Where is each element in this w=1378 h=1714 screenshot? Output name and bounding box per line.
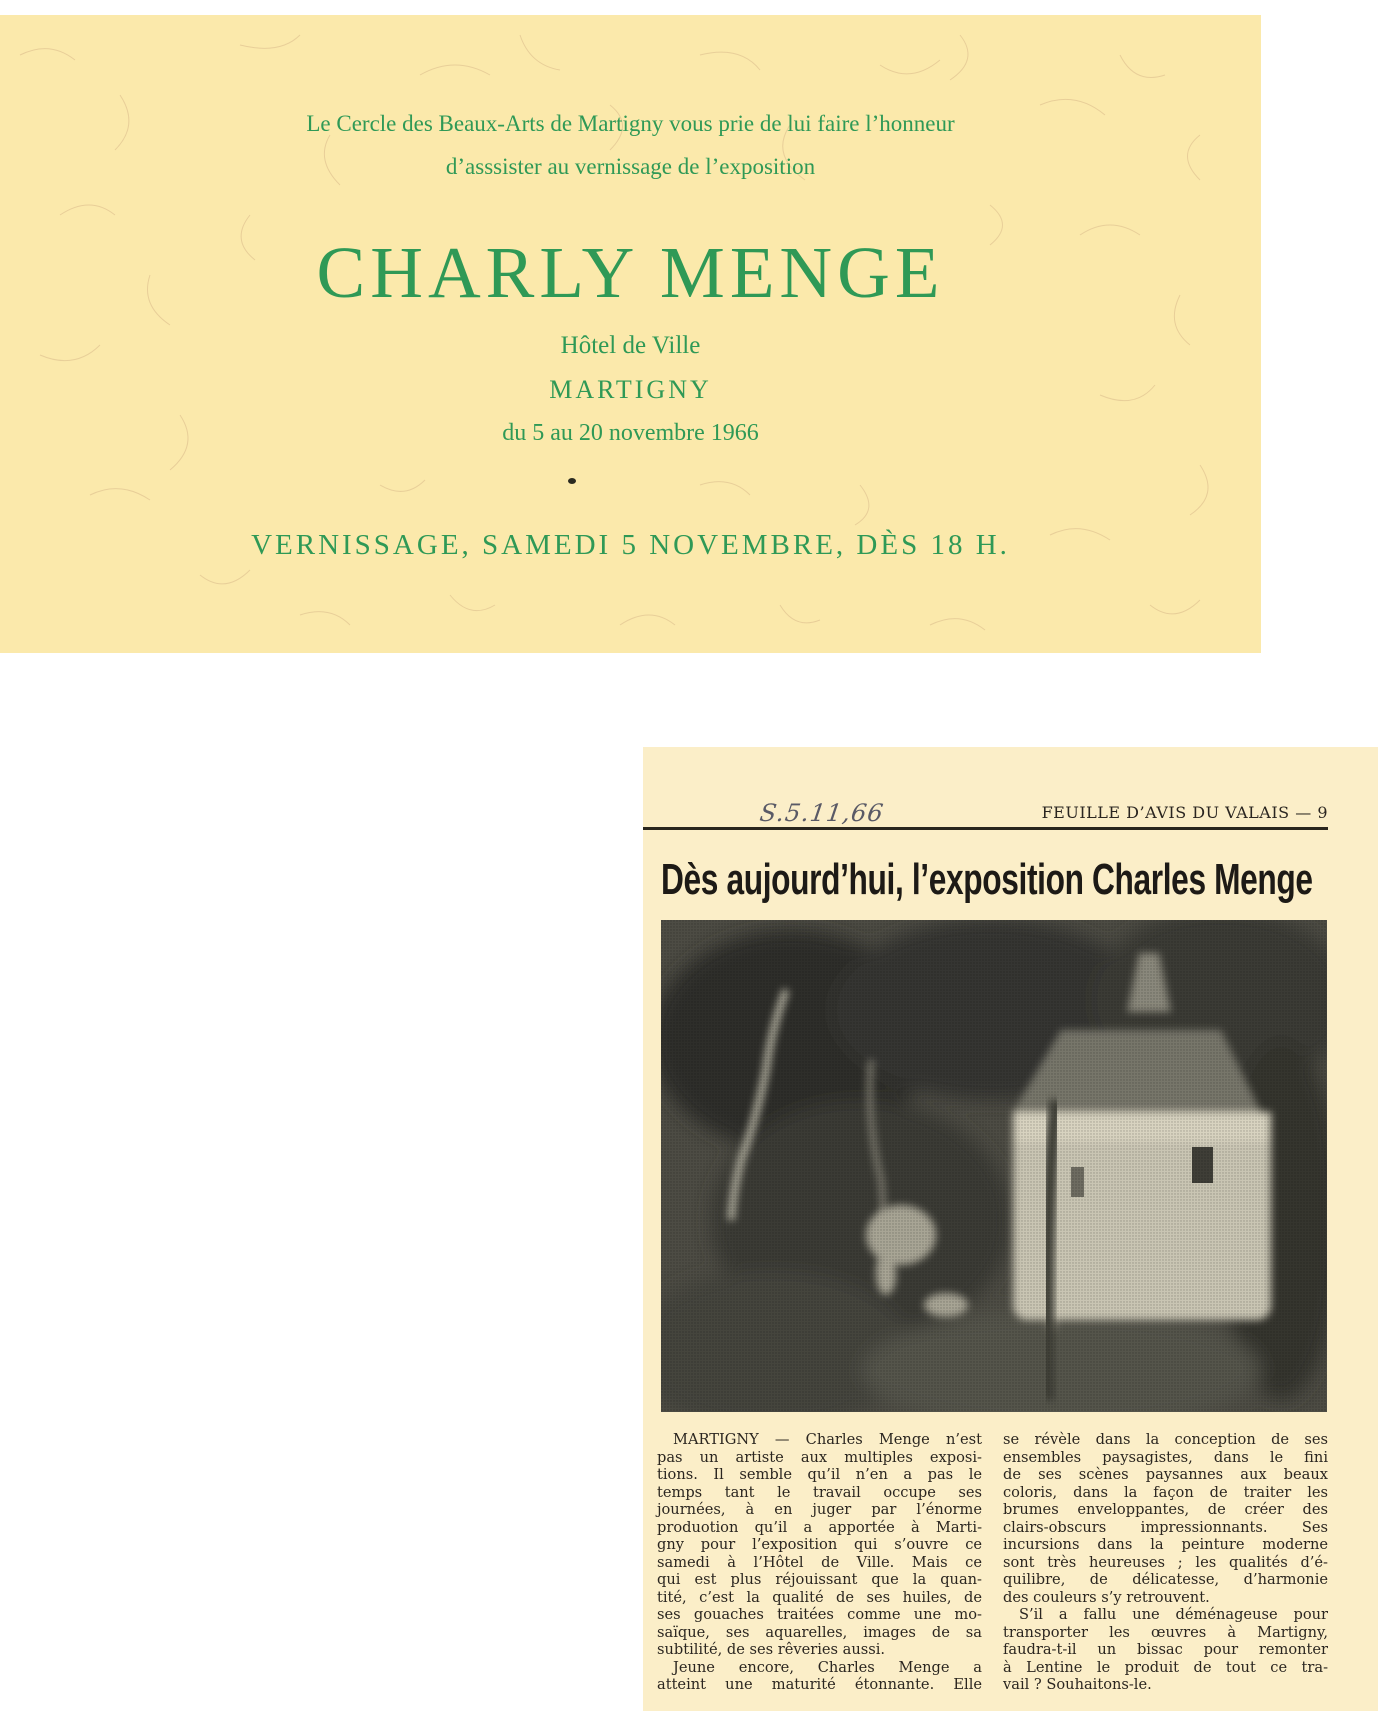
article-text-line: des couleurs s’y retrouvent. xyxy=(1003,1588,1210,1606)
artist-name-title: CHARLY MENGE xyxy=(316,232,945,313)
article-text-line: subtilité, de ses rêveries aussi. xyxy=(657,1641,886,1658)
venue-city: MARTIGNY xyxy=(549,375,712,404)
article-text-line: samedi à l’Hôtel de Ville. Mais ce xyxy=(657,1553,982,1571)
article-text-line: ses gouaches traitées comme une mo- xyxy=(657,1606,982,1623)
article-text-line: coloris, dans la façon de traiter les xyxy=(1003,1483,1328,1501)
newspaper-masthead: FEUILLE D’AVIS DU VALAIS — 9 xyxy=(1041,803,1328,822)
article-text-line: transporter les œuvres à Martigny, xyxy=(1003,1623,1328,1641)
article-column-left xyxy=(657,1431,982,1694)
article-photo xyxy=(661,920,1327,1412)
article-text-line: gny pour l’exposition qui s’ouvre ce xyxy=(657,1536,982,1553)
article-text-line: MARTIGNY — Charles Menge n’est xyxy=(673,1431,982,1448)
masthead-rule xyxy=(643,827,1328,830)
article-headline-text: Dès aujourd’hui, l’exposition Charles Menge xyxy=(661,855,1313,904)
article-text-line: journées, à en juger par l’énorme xyxy=(657,1501,982,1518)
article-text-line: faudra-t-il un bissac pour remonter xyxy=(1003,1641,1328,1658)
article-text-line: incursions dans la peinture moderne xyxy=(1003,1536,1328,1553)
article-text-line: clairs-obscurs impressionnants. Ses xyxy=(1003,1518,1328,1536)
invitation-card xyxy=(0,15,1261,653)
article-text-line: vail ? Souhaitons-le. xyxy=(1003,1676,1152,1693)
invitation-line-2: d’asssister au vernissage de l’exposition xyxy=(445,154,816,179)
venue-name: Hôtel de Ville xyxy=(560,332,701,359)
article-text-line: tité, c’est la qualité de ses huiles, de xyxy=(657,1588,982,1606)
article-text-line: brumes enveloppantes, de créer des xyxy=(1003,1501,1328,1518)
article-text-line: tions. Il semble qu’il n’en a pas le xyxy=(657,1466,982,1483)
article-text-line: de ses scènes paysannes aux beaux xyxy=(1003,1466,1328,1483)
separator-dot xyxy=(568,478,576,484)
article-text-line: qui est plus réjouissant que la quan- xyxy=(657,1571,982,1588)
painting-chapel-landscape-icon xyxy=(661,920,1327,1412)
article-text-line: S’il a fallu une déménageuse pour xyxy=(1019,1606,1328,1623)
article-column-right xyxy=(1003,1431,1328,1694)
article-headline xyxy=(661,855,1328,903)
article-text-line: sont très heureuses ; les qualités d’é- xyxy=(1003,1553,1328,1571)
article-text-line: saïque, ses aquarelles, images de sa xyxy=(657,1623,982,1641)
opening-reception-line: VERNISSAGE, SAMEDI 5 NOVEMBRE, DÈS 18 H. xyxy=(251,529,1010,561)
article-text-line: Jeune encore, Charles Menge a xyxy=(673,1658,982,1676)
article-text-line: pas un artiste aux multiples exposi- xyxy=(657,1448,982,1466)
article-text-line: atteint une maturité étonnante. Elle xyxy=(657,1676,982,1693)
article-text-line: quilibre, de délicatesse, d’harmonie xyxy=(1003,1571,1328,1588)
handwritten-date: S.5.11,66 xyxy=(758,799,886,827)
article-text-line: à Lentine le produit de tout ce tra- xyxy=(1003,1658,1328,1676)
exhibition-dates: du 5 au 20 novembre 1966 xyxy=(502,420,759,446)
article-text-line: temps tant le travail occupe ses xyxy=(657,1483,982,1501)
newspaper-clipping xyxy=(643,747,1378,1711)
article-text-line: produotion qu’il a apportée à Marti- xyxy=(657,1518,982,1536)
invitation-line-1: Le Cercle des Beaux-Arts de Martigny vous prie de lui faire l’honneur xyxy=(306,111,955,136)
article-text-line: se révèle dans la conception de ses xyxy=(1003,1431,1328,1448)
article-text-line: ensembles paysagistes, dans le fini xyxy=(1003,1448,1328,1466)
